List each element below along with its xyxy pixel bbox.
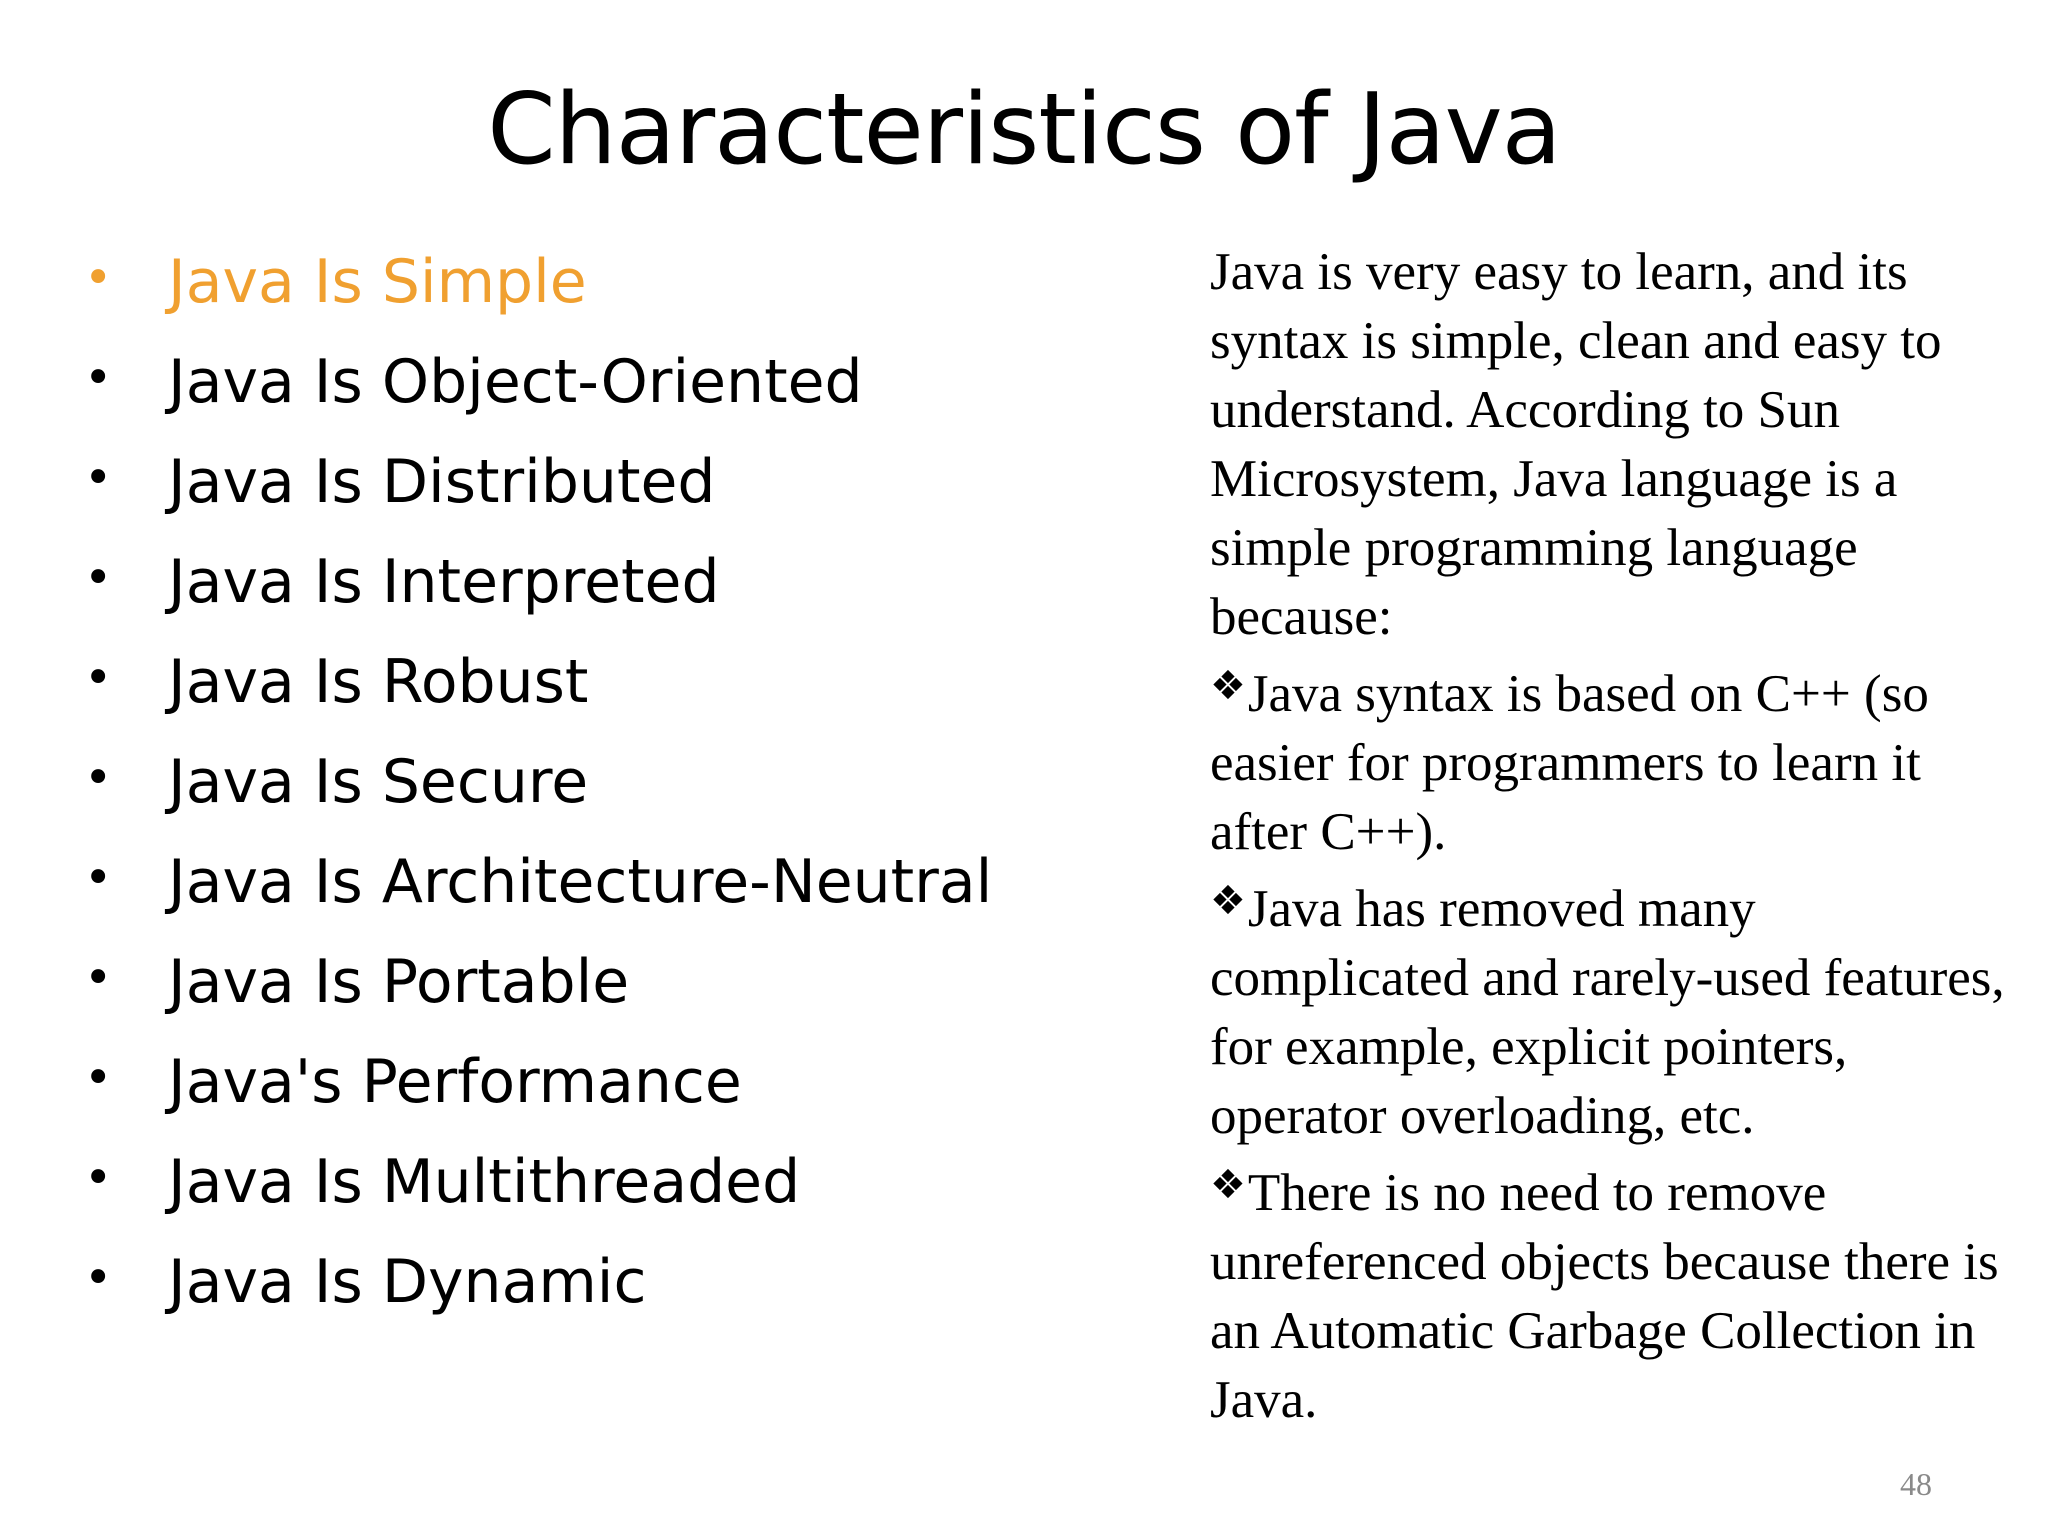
feature-item	[84, 532, 1144, 632]
bullet-icon: •	[84, 1050, 113, 1106]
feature-list	[84, 232, 1144, 1332]
feature-label: Java Is Portable	[168, 947, 630, 1017]
feature-label: Java Is Architecture-Neutral	[168, 847, 993, 917]
feature-item	[84, 832, 1144, 932]
feature-item	[84, 732, 1144, 832]
diamond-bullet-icon: ❖	[1210, 1162, 1246, 1208]
diamond-bullet-icon: ❖	[1210, 663, 1246, 709]
description-panel	[1210, 238, 2010, 1435]
bullet-icon: •	[84, 850, 113, 906]
bullet-icon: •	[84, 950, 113, 1006]
description-intro: Java is very easy to learn, and its syntax is simple, clean and easy to understand. According to Sun Microsystem, Java language is a simple programming language because:	[1210, 243, 1942, 646]
feature-label: Java Is Distributed	[168, 447, 716, 517]
description-point	[1210, 652, 2010, 867]
page-number: 48	[1900, 1466, 1932, 1502]
feature-item	[84, 332, 1144, 432]
diamond-bullet-icon: ❖	[1210, 878, 1246, 924]
feature-item	[84, 232, 1144, 332]
bullet-icon: •	[84, 450, 113, 506]
description-point-text: There is no need to remove unreferenced objects because there is an Automatic Garbage Collection in Java.	[1210, 1164, 1999, 1429]
description-point	[1210, 1151, 2010, 1435]
feature-label: Java Is Multithreaded	[168, 1147, 801, 1217]
description-point-text: Java has removed many complicated and rarely-used features, for example, explicit pointers, operator overloading, etc.	[1210, 880, 2005, 1145]
description-point-text: Java syntax is based on C++ (so easier for programmers to learn it after C++).	[1210, 665, 1929, 861]
description-point	[1210, 867, 2010, 1151]
feature-label: Java Is Simple	[168, 247, 587, 317]
feature-item	[84, 1032, 1144, 1132]
feature-label: Java Is Robust	[168, 647, 589, 717]
bullet-icon: •	[84, 650, 113, 706]
feature-label: Java Is Dynamic	[168, 1247, 647, 1317]
feature-item	[84, 632, 1144, 732]
slide-title: Characteristics of Java	[487, 73, 1561, 187]
bullet-icon: •	[84, 1250, 113, 1306]
feature-label: Java Is Secure	[168, 747, 589, 817]
bullet-icon: •	[84, 750, 113, 806]
feature-label: Java Is Interpreted	[168, 547, 720, 617]
bullet-icon: •	[84, 1150, 113, 1206]
bullet-icon: •	[84, 350, 113, 406]
feature-label: Java's Performance	[168, 1047, 742, 1117]
bullet-icon: •	[84, 250, 113, 306]
feature-item	[84, 1232, 1144, 1332]
feature-label: Java Is Object-Oriented	[168, 347, 863, 417]
feature-item	[84, 932, 1144, 1032]
feature-item	[84, 1132, 1144, 1232]
bullet-icon: •	[84, 550, 113, 606]
feature-item	[84, 432, 1144, 532]
